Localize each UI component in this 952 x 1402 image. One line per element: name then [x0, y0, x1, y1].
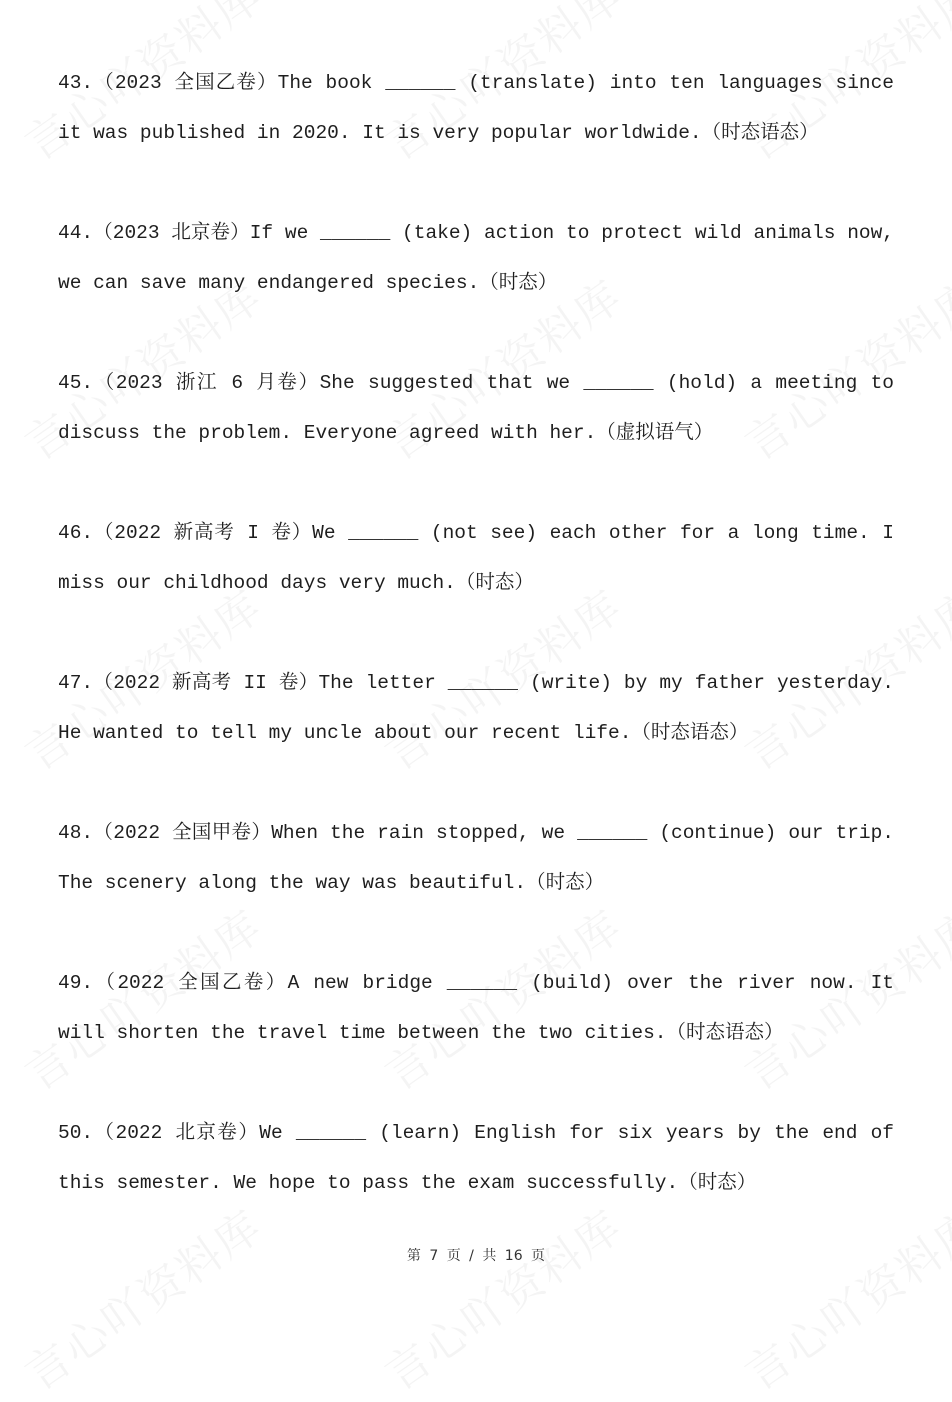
question-line	[58, 108, 894, 158]
question-text: She suggested that we ______ (hold) a meeting to	[319, 372, 894, 394]
question-text: We ______ (not see) each other for a long time. I	[312, 522, 894, 544]
question-text: this semester. We hope to pass the exam successfully.	[58, 1172, 679, 1194]
question-source: （2022 新高考 II 卷）	[93, 672, 319, 694]
question-text: The scenery along the way was beautiful.	[58, 872, 527, 894]
question-number: 46.	[58, 522, 94, 544]
question-line	[58, 658, 894, 708]
grammar-tag: （虚拟语气）	[596, 422, 714, 444]
question-47	[58, 658, 894, 758]
question-number: 48.	[58, 822, 94, 844]
question-text: it was published in 2020. It is very popular worldwide.	[58, 122, 702, 144]
question-48	[58, 808, 894, 908]
question-text: If we ______ (take) action to protect wild animals now,	[249, 222, 895, 244]
question-number: 43.	[58, 72, 94, 94]
page-number: 第 7 页 / 共 16 页	[406, 1248, 546, 1264]
question-line	[58, 408, 894, 458]
question-line	[58, 958, 894, 1008]
grammar-tag: （时态）	[479, 272, 558, 294]
question-number: 47.	[58, 672, 94, 694]
question-number: 49.	[58, 972, 94, 994]
question-45	[58, 358, 894, 458]
question-43	[58, 58, 894, 158]
question-number: 45.	[58, 372, 94, 394]
watermark	[730, 1192, 952, 1402]
question-text: will shorten the travel time between the two cities.	[58, 1022, 667, 1044]
question-text: The letter ______ (write) by my father yesterday.	[318, 672, 894, 694]
question-text: We ______ (learn) English for six years by the end of	[259, 1122, 894, 1144]
page-footer	[0, 1245, 952, 1265]
question-line	[58, 58, 894, 108]
question-source: （2022 全国甲卷）	[93, 822, 272, 844]
question-line	[58, 808, 894, 858]
grammar-tag: （时态）	[678, 1172, 757, 1194]
question-number: 50.	[58, 1122, 94, 1144]
question-44	[58, 208, 894, 308]
watermark	[370, 1192, 633, 1402]
question-source: （2022 新高考 I 卷）	[93, 522, 313, 544]
grammar-tag: （时态）	[455, 572, 534, 594]
question-line	[58, 508, 894, 558]
question-source: （2023 全国乙卷）	[93, 72, 278, 94]
question-line	[58, 708, 894, 758]
grammar-tag: （时态语态）	[631, 722, 749, 744]
question-text: we can save many endangered species.	[58, 272, 480, 294]
question-line	[58, 558, 894, 608]
question-source: （2023 浙江 6 月卷）	[93, 372, 320, 394]
question-line	[58, 208, 894, 258]
question-text: miss our childhood days very much.	[58, 572, 456, 594]
question-line	[58, 258, 894, 308]
question-line	[58, 1158, 894, 1208]
question-source: （2023 北京卷）	[93, 222, 250, 244]
question-46	[58, 508, 894, 608]
question-number: 44.	[58, 222, 94, 244]
question-text: The book ______ (translate) into ten languages since	[277, 72, 894, 94]
grammar-tag: （时态语态）	[666, 1022, 784, 1044]
question-49	[58, 958, 894, 1058]
question-text: He wanted to tell my uncle about our recent life.	[58, 722, 632, 744]
grammar-tag: （时态）	[526, 872, 605, 894]
question-source: （2022 北京卷）	[93, 1122, 260, 1144]
question-line	[58, 1008, 894, 1058]
question-source: （2022 全国乙卷）	[93, 972, 288, 994]
question-text: A new bridge ______ (build) over the river now. It	[287, 972, 894, 994]
question-line	[58, 858, 894, 908]
question-line	[58, 1108, 894, 1158]
question-line	[58, 358, 894, 408]
question-text: When the rain stopped, we ______ (continue) our trip.	[271, 822, 895, 844]
question-50	[58, 1108, 894, 1208]
question-text: discuss the problem. Everyone agreed with her.	[58, 422, 597, 444]
grammar-tag: （时态语态）	[701, 122, 819, 144]
watermark	[10, 1192, 273, 1402]
